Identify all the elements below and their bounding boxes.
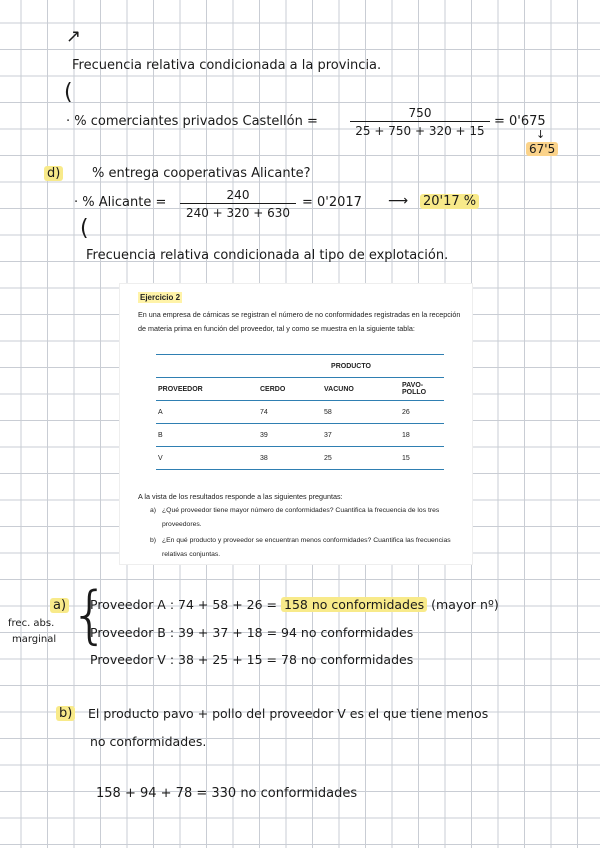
question-a <box>150 504 460 532</box>
note-freq-tipo: Frecuencia relativa condicionada al tipo de explotación. <box>86 248 449 263</box>
table-row <box>156 424 444 447</box>
table-cell: 38 <box>258 447 322 470</box>
answer-a-line-2: Proveedor B : 39 + 37 + 18 = 94 no conformidades <box>90 625 414 640</box>
bracket-curve-icon: ( <box>64 80 73 105</box>
table-cell: 15 <box>400 447 444 470</box>
castellon-denominator: 25 + 750 + 320 + 15 <box>355 124 485 138</box>
answer-a-highlight: 158 no conformidades <box>281 597 427 612</box>
d-label: d) <box>44 166 63 181</box>
table-cell: 39 <box>258 424 322 447</box>
alicante-label: · % Alicante = <box>74 195 167 210</box>
table-header: VACUNO <box>322 378 400 401</box>
question-label: a) <box>150 507 157 514</box>
table-group-header: PRODUCTO <box>258 355 444 378</box>
exercise-intro: En una empresa de cárnicas se registran el número de no conformidades registradas en la recepción de materia prima en función del proveedor, tal y como se muestra en la siguiente tabla: <box>138 310 461 333</box>
table-cell: 37 <box>322 424 400 447</box>
exercise-ask: A la vista de los resultados responde a las siguientes preguntas: <box>138 492 343 501</box>
down-arrow-icon: ↓ <box>536 128 546 141</box>
answer-a-line-3: Proveedor V : 38 + 25 + 15 = 78 no conformidades <box>90 652 414 667</box>
answer-b-line-2: no conformidades. <box>90 734 207 749</box>
table-cell: 18 <box>400 424 444 447</box>
note-freq-prov: Frecuencia relativa condicionada a la provincia. <box>72 58 382 73</box>
table-cell: 58 <box>322 401 400 424</box>
castellon-percent: 67'5 <box>526 142 558 156</box>
table-group-header-row <box>156 355 444 378</box>
exercise-title: Ejercicio 2 <box>140 293 181 302</box>
table-cell: A <box>156 401 258 424</box>
answer-total: 158 + 94 + 78 = 330 no conformidades <box>96 786 358 801</box>
table-header-row <box>156 378 444 401</box>
table-cell: 25 <box>322 447 400 470</box>
table-header: PROVEEDOR <box>156 378 258 401</box>
alicante-fraction <box>180 188 296 220</box>
bracket-curve-icon: ( <box>80 216 89 241</box>
table-cell: 74 <box>258 401 322 424</box>
question-text: ¿Qué proveedor tiene mayor número de conformidades? Cuantifica la frecuencia de los tres proveedores. <box>162 507 440 528</box>
alicante-denominator: 240 + 320 + 630 <box>185 206 291 220</box>
answer-b-line-1: El producto pavo + pollo del proveedor V es el que tiene menos <box>88 706 489 721</box>
castellon-label: · % comerciantes privados Castellón = <box>66 114 318 129</box>
table-cell: V <box>156 447 258 470</box>
alicante-numerator: 240 <box>226 188 250 202</box>
answer-b-label: b) <box>56 706 75 721</box>
table-cell: B <box>156 424 258 447</box>
side-note-line2: marginal <box>12 634 57 645</box>
right-arrow-icon: ⟶ <box>388 193 409 209</box>
table-row <box>156 401 444 424</box>
curly-brace-icon: { <box>70 578 110 651</box>
alicante-result: = 0'2017 <box>302 195 362 210</box>
nonconformity-table <box>156 354 444 470</box>
question-label: b) <box>150 537 157 544</box>
alicante-percent: 20'17 % <box>420 194 479 209</box>
table-header: PAVO-POLLO <box>400 378 444 401</box>
exercise-card <box>120 284 472 564</box>
side-note-line1: frec. abs. <box>8 618 55 629</box>
table-header: CERDO <box>258 378 322 401</box>
answer-a-line-1: Proveedor A : 74 + 58 + 26 = 158 no conformidades (mayor nº) <box>90 597 499 612</box>
castellon-fraction <box>350 106 490 138</box>
curve-arrow-icon: ↗ <box>66 26 82 47</box>
castellon-numerator: 750 <box>408 106 432 120</box>
castellon-result: = 0'675 <box>494 114 546 129</box>
table-cell: 26 <box>400 401 444 424</box>
question-b <box>150 534 460 562</box>
question-text: ¿En qué producto y proveedor se encuentran menos conformidades? Cuantifica las frecuencias relativas conjuntas. <box>162 537 451 558</box>
table-row <box>156 447 444 470</box>
answer-a-label: a) <box>50 598 69 613</box>
d-question: % entrega cooperativas Alicante? <box>92 166 311 181</box>
